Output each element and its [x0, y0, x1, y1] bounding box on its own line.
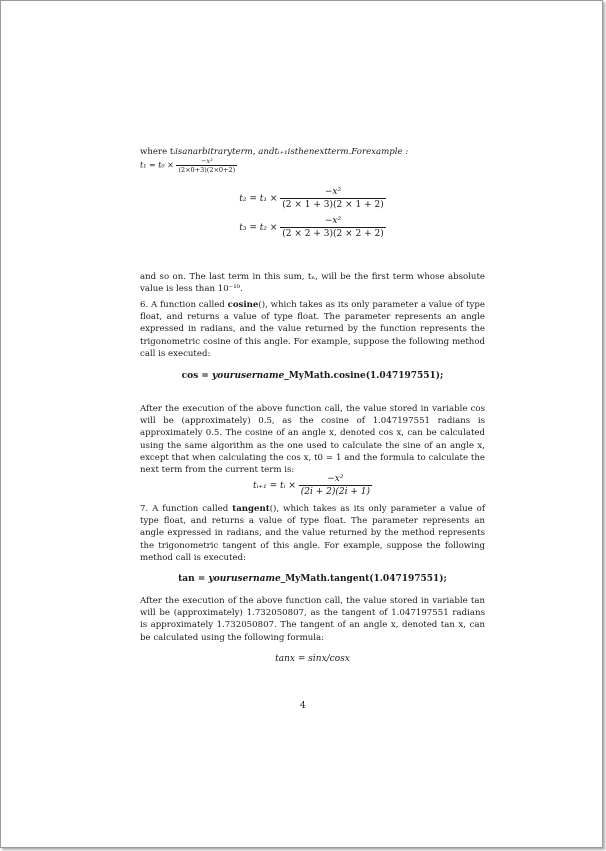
eq-t2-den: (2 × 1 + 3)(2 × 1 + 2)	[282, 200, 384, 210]
para-after-tan: After the execution of the above function call, the value stored in variable tan will be (approximately) 1.732050807, as the tangent of 1.047197551 radians is approximately 1.732050807. The tangent of an angle x, denoted tan x, can be calculated using the following formula:	[140, 596, 485, 643]
eq-t1-lhs: t₁ = t₀ ×	[140, 160, 174, 170]
eq-t2-fraction	[280, 186, 385, 211]
equation-next-term	[140, 473, 485, 498]
eq-next-lhs: tᵢ₊₁ = tᵢ ×	[253, 481, 296, 491]
cosine-call	[140, 371, 485, 381]
eq-t1-den: (2×0+3)(2×0+2)	[178, 166, 236, 174]
page-number: 4	[300, 701, 306, 711]
cos-call-user: yourusername	[211, 371, 285, 381]
cos-call-rest: _MyMath.cosine(1.047197551);	[284, 371, 444, 381]
item-6-cosine	[140, 299, 485, 360]
item7-pre: 7. A function called	[140, 504, 233, 514]
intro-prefix: where t	[140, 147, 174, 157]
eq-t3-lhs: t₃ = t₂ ×	[239, 223, 278, 233]
para-and-so-on: and so on. The last term in this sum, tₙ, will be the first term whose absolute value is less than 10⁻¹⁰.	[140, 272, 485, 295]
cos-call-lhs: cos =	[181, 371, 212, 381]
para-after-cos: After the execution of the above function call, the value stored in variable cos will be (approximately) 0.5, as the cosine of 1.047197551 radians is approximately 0.5. The cosine of an angle x, denoted cos x, can be calculated using the same algorithm as the one used to calculate the sine of an angle x, except that when calculating the cos x, t0 = 1 and the formula to calculate the next term from the current term is:	[140, 404, 485, 476]
item7-post: (), which takes as its only parameter a value of type float, and returns a value of type float. The parameter represents an angle expressed in radians, and the value returned by the method represents the trigonometric tangent of this angle. For example, suppose the following method call is executed:	[140, 504, 486, 563]
eq-t1-fraction	[176, 157, 237, 174]
tan-call-user: yourusername	[208, 574, 281, 584]
eq-t1-num: −x²	[176, 157, 237, 166]
tangent-call	[140, 574, 485, 584]
eq-t3-fraction	[280, 215, 385, 240]
eq-next-num: −x²	[299, 473, 372, 486]
item6-post: (), which takes as its only parameter a value of type float, and returns a value of type float. The parameter represents an angle expressed in radians, and the value returned by the function represents the trigonometric cosine of this angle. For example, suppose the following method call is executed:	[140, 300, 485, 359]
eq-t2-num: −x²	[280, 186, 385, 199]
equation-t3	[140, 215, 485, 240]
tangent-formula: tanx = sinx/cosx	[275, 654, 350, 664]
eq-next-den: (2i + 2)(2i + 1)	[300, 487, 370, 497]
tan-call-lhs: tan =	[178, 574, 209, 584]
item6-pre: 6. A function called	[140, 300, 228, 310]
equation-t1	[140, 157, 485, 174]
equation-t2	[140, 186, 485, 211]
tan-call-rest: _MyMath.tangent(1.047197551);	[280, 574, 447, 584]
eq-t3-num: −x²	[280, 215, 385, 228]
item6-fn: cosine	[227, 300, 259, 310]
eq-t2-lhs: t₂ = t₁ ×	[239, 194, 278, 204]
item7-fn: tangent	[232, 504, 270, 514]
intro-italic: ᵢisanarbitraryterm, andtᵢ₊₁isthenextterm.Forexample :	[173, 147, 409, 157]
eq-next-fraction	[299, 473, 372, 498]
eq-t3-den: (2 × 2 + 3)(2 × 2 + 2)	[282, 229, 384, 239]
item-7-tangent	[140, 503, 485, 564]
